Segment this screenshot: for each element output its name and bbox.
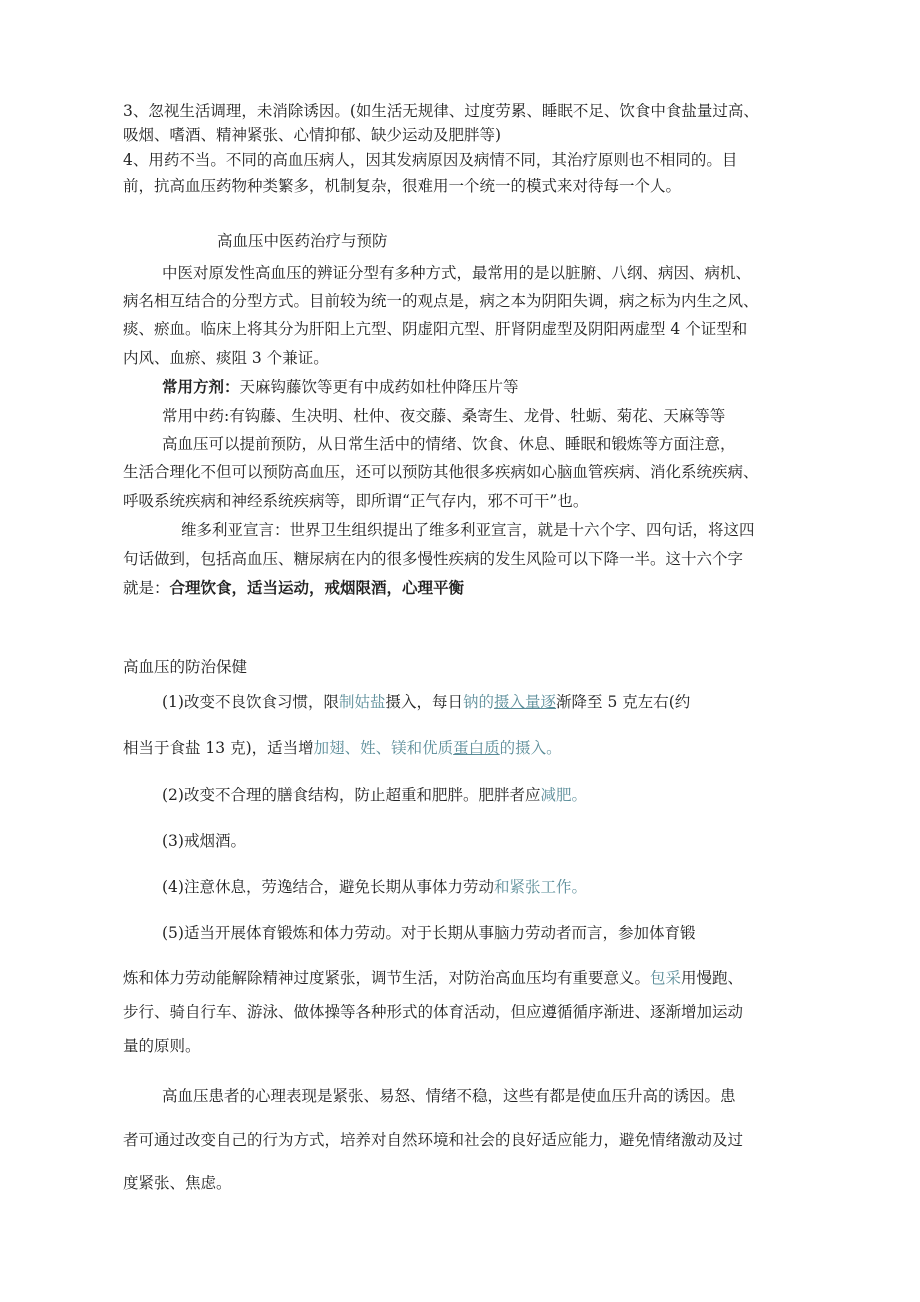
care-item-5-line-2 [123, 968, 743, 988]
care-item-3: (3)戒烟酒。 [162, 832, 246, 850]
text-run: 用慢跑、 [681, 969, 744, 987]
herbs-line: 常用中药:有钩藤、生决明、杜仲、夜交藤、桑寄生、龙骨、牡蛎、菊花、天麻等等 [162, 407, 726, 425]
victoria-line-2: 句话做到，包括高血压、糖尿病在内的很多慢性疾病的发生风险可以下降一半。这十六个字 [123, 550, 744, 568]
link-protein[interactable]: 蛋白质 [453, 739, 500, 757]
text-run: 炼和体力劳动能解除精神过度紧张，调节生活，对防治高血压均有重要意义。 [123, 969, 651, 987]
psychology-line-3: 度紧张、焦虑。 [123, 1174, 232, 1192]
care-item-1-line-2 [123, 738, 562, 758]
care-section-title: 高血压的防治保健 [123, 658, 248, 676]
text-run: 相当于食盐 13 克)，适当增 [123, 739, 314, 757]
tcm-para-line-3: 痰、瘀血。临床上将其分为肝阳上亢型、阴虚阳亢型、肝肾阴虚型及阴阳两虚型 4 个证型和 [123, 320, 748, 338]
highlight-run: 加翅、姓、镁和优质 [313, 739, 454, 757]
victoria-line-1: 维多利亚宣言：世界卫生组织提出了维多利亚宣言，就是十六个字、四句话，将这四 [181, 521, 755, 539]
highlight-run: 制姑盐 [338, 693, 386, 711]
victoria-prefix: 就是： [123, 579, 170, 597]
highlight-run: 包采 [650, 969, 682, 987]
tcm-para-line-2: 病名相互结合的分型方式。目前较为统一的观点是，病之本为阴阳失调，病之标为内生之风、 [123, 292, 759, 310]
link-intake[interactable]: 摄入量逐 [494, 693, 557, 711]
text-run: (2)改变不合理的膳食结构，防止超重和肥胖。肥胖者应 [162, 786, 541, 804]
care-item-5-line-3: 步行、骑自行车、游泳、做体操等各种形式的体育活动，但应遵循循序渐进、逐渐增加运动 [123, 1003, 744, 1021]
cause-3-line-1: 3、忽视生活调理，未消除诱因。(如生活无规律、过度劳累、睡眠不足、饮食中食盐量过高、 [123, 102, 759, 120]
care-item-5-line-1: (5)适当开展体育锻炼和体力劳动。对于长期从事脑力劳动者而言，参加体育锻 [162, 924, 696, 942]
prevention-line-1: 高血压可以提前预防，从日常生活中的情绪、饮食、休息、睡眠和锻炼等方面注意， [162, 435, 736, 453]
tcm-para-line-4: 内风、血瘀、痰阻 3 个兼证。 [123, 349, 329, 367]
text-run: 摄入，每日 [385, 693, 463, 711]
highlight-run: 的摄入。 [499, 739, 562, 757]
text-run: (1)改变不良饮食习惯，限 [162, 693, 339, 711]
text-run: 渐降至 5 克左右(约 [556, 693, 691, 711]
care-item-1-line-1 [162, 692, 690, 712]
psychology-line-1: 高血压患者的心理表现是紧张、易怒、情绪不稳，这些有都是使血压升高的诱因。患 [162, 1087, 736, 1105]
tcm-para-line-1: 中医对原发性高血压的辨证分型有多种方式，最常用的是以脏腑、八纲、病因、病机、 [162, 264, 752, 282]
tcm-section-title: 高血压中医药治疗与预防 [217, 232, 388, 250]
cause-4-line-2: 前，抗高血压药物种类繁多，机制复杂，很难用一个统一的模式来对待每一个人。 [123, 177, 682, 195]
victoria-line-3 [123, 578, 464, 598]
victoria-slogan: 合理饮食，适当运动，戒烟限酒，心理平衡 [169, 579, 465, 597]
care-item-5-line-4: 量的原则。 [123, 1037, 201, 1055]
psychology-line-2: 者可通过改变自己的行为方式，培养对自然环境和社会的良好适应能力，避免情绪激动及过 [123, 1131, 744, 1149]
care-item-4 [162, 877, 587, 897]
cause-4-line-1: 4、用药不当。不同的高血压病人，因其发病原因及病情不同，其治疗原则也不相同的。目 [123, 151, 738, 169]
prevention-line-3: 呼吸系统疾病和神经系统疾病等，即所谓“正气存内，邪不可干”也。 [123, 492, 589, 510]
prevention-line-2: 生活合理化不但可以预防高血压，还可以预防其他很多疾病如心脑血管疾病、消化系统疾病、 [123, 463, 759, 481]
highlight-run: 减肥。 [540, 786, 587, 804]
highlight-run: 和紧张工作。 [493, 878, 587, 896]
formula-line [162, 377, 519, 397]
highlight-run: 钠的 [463, 693, 495, 711]
text-run: (4)注意休息，劳逸结合，避免长期从事体力劳动 [162, 878, 494, 896]
formula-text: 天麻钩藤饮等更有中成药如杜仲降压片等 [239, 378, 519, 396]
care-item-2 [162, 785, 587, 805]
formula-label: 常用方剂： [162, 378, 240, 396]
cause-3-line-2: 吸烟、嗜酒、精神紧张、心情抑郁、缺少运动及肥胖等) [123, 126, 502, 144]
